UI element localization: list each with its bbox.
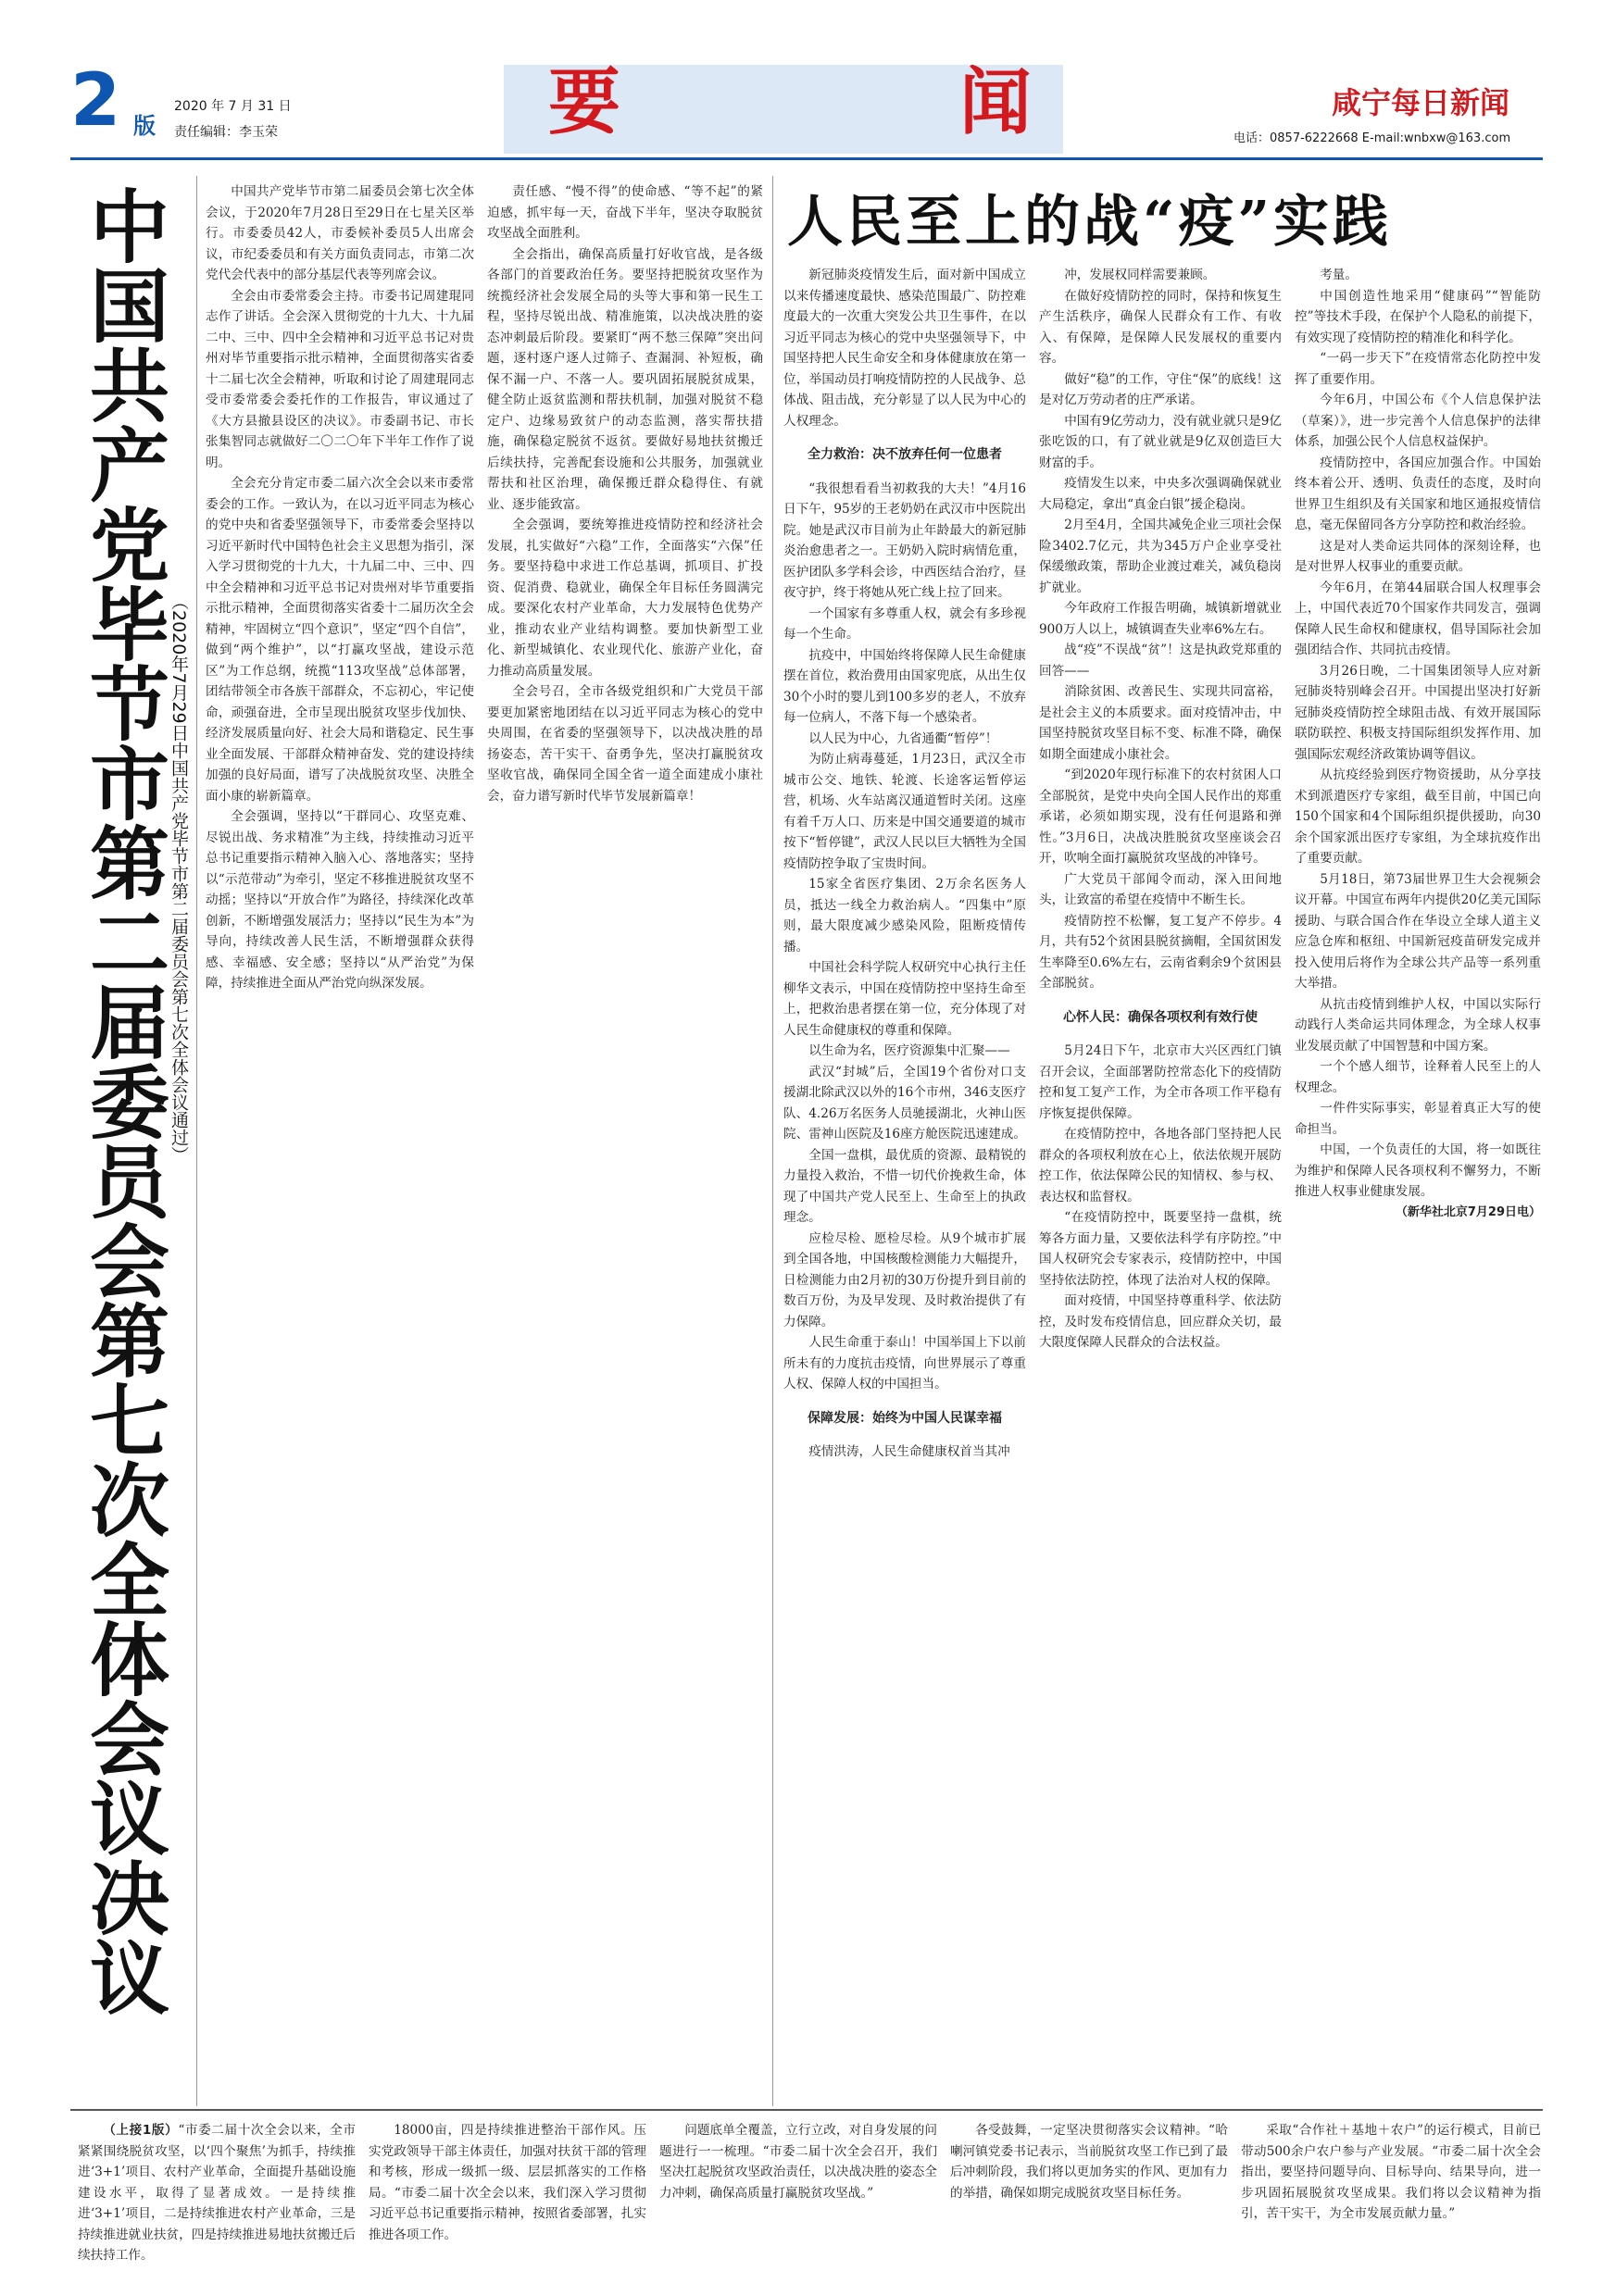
masthead-rule <box>70 157 1543 160</box>
paragraph <box>78 2120 356 2266</box>
paragraph: 问题底单全覆盖，立行立改，对自身发展的问题进行一一梳理。“市委二届十次全会召开，我们坚决扛起脱贫攻坚政治责任，以决战决胜的姿态全力冲刺，确保高质量打赢脱贫攻坚战。” <box>659 2123 937 2201</box>
paragraph: 应检尽检、愿检尽检。从9个城市扩展到全国各地，中国核酸检测能力大幅提升，日检测能力由2月初的30万份提升到目前的数百万份，为及早发现、及时救治提供了有力保障。 <box>783 1230 1026 1329</box>
paragraph: 疫情发生以来，中央多次强调确保就业大局稳定，拿出“真金白银”援企稳岗。 <box>1039 476 1282 512</box>
paragraph: 新冠肺炎疫情发生后，面对新中国成立以来传播速度最快、感染范围最广、防控难度最大的一次重大突发公共卫生事件，在以习近平同志为核心的党中央坚强领导下，中国坚持把人民生命安全和身体健康放在第一位，举国动员打响疫情防控的人民战争、总体战、阻击战，充分彰显了以人民为中心的人权理念。 <box>783 268 1026 429</box>
story1-column-1 <box>206 181 474 2098</box>
paragraph: 疫情防控不松懈，复工复产不停步。4月，共有52个贫困县脱贫摘帽，全国贫困发生率降至0.6%左右，云南省剩余9个贫困县全部脱贫。 <box>1039 913 1282 991</box>
paragraph: 消除贫困、改善民生、实现共同富裕，是社会主义的本质要求。面对疫情冲击，中国坚持脱贫攻坚目标不变、标准不降，确保如期全面建成小康社会。 <box>1039 684 1282 762</box>
column-divider <box>772 176 773 2106</box>
issue-date: 2020 年 7 月 31 日 <box>174 99 292 114</box>
column-divider <box>196 176 197 2106</box>
newspaper-name: 咸宁每日新闻 <box>1332 85 1510 120</box>
story2-column-1 <box>783 265 1026 2098</box>
story1-column-2 <box>487 181 763 2098</box>
paragraph: 疫情防控中，各国应加强合作。中国始终本着公开、透明、负责任的态度，及时向世界卫生组织及有关国家和地区通报疫情信息，毫无保留同各方分享防控和救治经验。 <box>1295 455 1541 532</box>
paragraph: 面对疫情，中国坚持尊重科学、依法防控，及时发布疫情信息，回应群众关切，最大限度保障人民群众的合法权益。 <box>1039 1293 1282 1350</box>
continuation-column-4 <box>950 2120 1228 2287</box>
paragraph: 抗疫中，中国始终将保障人民生命健康摆在首位，救治费用由国家兜底，从出生仅30个小时的婴儿到100多岁的老人，不放弃每一位病人，不落下每一个感染者。 <box>783 647 1026 725</box>
section-subhead: 心怀人民：确保各项权利有效行使 <box>1063 1009 1258 1025</box>
paragraph: 采取“合作社＋基地＋农户”的运行模式，目前已带动500余户农户参与产业发展。“市委二届十次全会指出，要坚持问题导向、目标导向、结果导向，进一步巩固拓展脱贫攻坚成果。我们将以会议精神为指引，苦干实干，为全市发展贡献力量。” <box>1241 2123 1541 2221</box>
paragraph: 全国一盘棋，最优质的资源、最精锐的力量投入救治，不惜一切代价挽救生命，体现了中国共产党人民至上、生命至上的执政理念。 <box>783 1147 1026 1225</box>
paragraph: 全会指出，确保高质量打好收官战，是各级各部门的首要政治任务。要坚持把脱贫攻坚作为统揽经济社会发展全局的头等大事和第一民生工程，坚持尽锐出战、精准施策，以决战决胜的姿态冲刺最后阶段。要紧盯“两不愁三保障”突出问题，逐村逐户逐人过筛子、查漏洞、补短板，确保不漏一户、不落一人。要巩固拓展脱贫成果，健全防止返贫监测和帮扶机制，加强对脱贫不稳定户、边缘易致贫户的动态监测，落实帮扶措施，确保稳定脱贫不返贫。要做好易地扶贫搬迁后续扶持，完善配套设施和公共服务，加强就业帮扶和社区治理，确保搬迁群众稳得住、有就业、逐步能致富。 <box>487 246 763 512</box>
paragraph: 战“疫”不误战“贫”！这是执政党郑重的回答—— <box>1039 643 1282 679</box>
paragraph: 武汉“封城”后，全国19个省份对口支援湖北除武汉以外的16个市州，346支医疗队、4.26万名医务人员驰援湖北，火神山医院、雷神山医院及16座方舱医院迅速建成。 <box>783 1064 1026 1142</box>
paragraph: 责任感、“慢不得”的使命感、“等不起”的紧迫感，抓牢每一天，奋战下半年，坚决夺取脱贫攻坚战全面胜利。 <box>487 184 763 241</box>
paragraph: 全会号召，全市各级党组织和广大党员干部要更加紧密地团结在以习近平同志为核心的党中央周围，在省委的坚强领导下，以决战决胜的昂扬姿态，苦干实干、奋勇争先，坚决打赢脱贫攻坚收官战，确保同全国全省一道全面建成小康社会，奋力谱写新时代毕节发展新篇章！ <box>487 684 763 804</box>
continuation-column-3 <box>659 2120 937 2287</box>
paragraph: 全会充分肯定市委二届六次全会以来市委常委会的工作。一致认为，在以习近平同志为核心的党中央和省委坚强领导下，市委常委会坚持以习近平新时代中国特色社会主义思想为指引，深入学习贯彻党的十九大，十九届二中、三中、四中全会精神和习近平总书记对贵州对毕节重要指示批示精神，全面贯彻落实省委十二届历次全会精神，牢固树立“四个意识”，坚定“四个自信”，做到“两个维护”，以“打赢攻坚战，建设示范区”为工作总纲，统揽“113攻坚战”总体部署，团结带领全市各族干部群众，不忘初心，牢记使命，顽强奋进，全市呈现出脱贫攻坚步伐加快、经济发展质量向好、社会大局和谐稳定、民生事业全面发展、干部群众精神奋发、党的建设持续加强的良好局面，谱写了决战脱贫攻坚、决胜全面小康的崭新篇章。 <box>206 476 474 804</box>
paragraph: 广大党员干部闻令而动，深入田间地头，让致富的希望在疫情中不断生长。 <box>1039 871 1282 907</box>
paragraph: 人民生命重于泰山！中国举国上下以前所未有的力度抗击疫情，向世界展示了尊重人权、保障人权的中国担当。 <box>783 1335 1026 1391</box>
story1-headline: 中国共产党毕节市第二届委员会第七次全体会议决议 <box>76 185 169 2016</box>
paragraph: 5月18日，第73届世界卫生大会视频会议开幕。中国宣布两年内提供20亿美元国际援助、与联合国合作在华设立全球人道主义应急仓库和枢纽、中国新冠疫苗研发完成并投入使用后将作为全球公共产品等一系列重大举措。 <box>1295 871 1541 991</box>
paragraph: 全会由市委常委会主持。市委书记周建琨同志作了讲话。全会深入贯彻党的十九大、十九届二中、三中、四中全会精神和习近平总书记对贵州对毕节重要指示批示精神，全面贯彻落实省委十二届七次全会精神，听取和讨论了周建琨同志受市委常委会委托作的工作报告，审议通过了《大方县撤县设区的决议》。市委副书记、市长张集智同志就做好二〇二〇年下半年工作作了说明。 <box>206 288 474 470</box>
continuation-label: （上接1版） <box>103 2123 179 2138</box>
story2-column-2 <box>1039 265 1282 2098</box>
paragraph: 这是对人类命运共同体的深刻诠释，也是对世界人权事业的重要贡献。 <box>1295 538 1541 574</box>
paragraph: 一个个感人细节，诠释着人民至上的人权理念。 <box>1295 1059 1541 1095</box>
editor-credit: 责任编辑：李玉荣 <box>174 125 278 140</box>
paragraph: “到2020年现行标准下的农村贫困人口全部脱贫，是党中央向全国人民作出的郑重承诺，必须如期实现，没有任何退路和弹性。”3月6日，决战决胜脱贫攻坚座谈会召开，吹响全面打赢脱贫攻坚战的冲锋号。 <box>1039 767 1282 866</box>
paragraph: 中国共产党毕节市第二届委员会第七次全体会议，于2020年7月28日至29日在七星关区举行。市委委员42人，市委候补委员5人出席会议，市纪委委员和有关方面负责同志，市第二次党代会代表中的部分基层代表等列席会议。 <box>206 184 474 282</box>
paragraph: 今年6月，中国公布《个人信息保护法（草案）》，进一步完善个人信息保护的法律体系，加强公民个人信息权益保护。 <box>1295 393 1541 449</box>
story2-headline: 人民至上的战“疫”实践 <box>787 190 1393 255</box>
paragraph: 考量。 <box>1320 268 1358 282</box>
story2-column-3 <box>1295 265 1541 2098</box>
bottom-section-rule <box>70 2109 1543 2111</box>
paragraph: 5月24日下午，北京市大兴区西红门镇召开会议，全面部署防控常态化下的疫情防控和复工复产工作，为全市各项工作平稳有序恢复提供保障。 <box>1039 1043 1282 1121</box>
page-number: 2 <box>70 59 121 143</box>
paragraph: 冲，发展权同样需要兼顾。 <box>1064 268 1216 282</box>
paragraph: 一件件实际事实，彰显着真正大写的使命担当。 <box>1295 1101 1541 1137</box>
story1-subheadline: （2020年7月29日中国共产党毕节市第二届委员会第七次全体会议通过） <box>169 593 189 1164</box>
continuation-column-2 <box>369 2120 646 2287</box>
continuation-column-5 <box>1241 2120 1541 2287</box>
paragraph: 做好“稳”的工作，守住“保”的底线！这是对亿万劳动者的庄严承诺。 <box>1039 371 1282 407</box>
section-subhead: 全力救治：决不放弃任何一位患者 <box>808 447 1002 462</box>
paragraph: 2月至4月，全国共减免企业三项社会保险3402.7亿元，共为345万户企业享受社保缓缴政策，帮助企业渡过难关，减负稳岗扩就业。 <box>1039 518 1282 595</box>
paragraph: “在疫情防控中，既要坚持一盘棋，统筹各方面力量，又要依法科学有序防控。”中国人权研究会专家表示，疫情防控中，中国坚持依法防控，体现了法治对人权的保障。 <box>1039 1210 1282 1288</box>
story2-signature: （新华社北京7月29日电） <box>1395 1204 1541 1219</box>
section-subhead: 保障发展：始终为中国人民谋幸福 <box>808 1410 1002 1426</box>
paragraph: 18000亩，四是持续推进整治干部作风。压实党政领导干部主体责任，加强对扶贫干部的管理和考核，形成一级抓一级、层层抓落实的工作格局。“市委二届十次全会以来，我们深入学习贯彻习近平总书记重要指示精神，按照省委部署，扎实推进各项工作。 <box>369 2123 646 2242</box>
continuation-column-1 <box>78 2120 356 2287</box>
paragraph: 全会强调，坚持以“干群同心、攻坚克难、尽锐出战、务求精准”为主线，持续推动习近平总书记重要指示精神入脑入心、落地落实；坚持以“示范带动”为牵引，坚定不移推进脱贫攻坚不动摇；坚持以“开放合作”为路径，持续深化改革创新，不断增强发展活力；坚持以“民生为本”为导向，持续改善人民生活，不断增强群众获得感、幸福感、安全感；坚持以“从严治党”为保障，持续推进全面从严治党向纵深发展。 <box>206 809 474 991</box>
paragraph: 以人民为中心，九省通衢“暂停”！ <box>808 730 998 746</box>
paragraph: “一码一步天下”在疫情常态化防控中发挥了重要作用。 <box>1295 351 1541 387</box>
paragraph: 一个国家有多尊重人权，就会有多珍视每一个生命。 <box>783 605 1026 642</box>
paragraph: 从抗击疫情到维护人权，中国以实际行动践行人类命运共同体理念，为全球人权事业发展贡献了中国智慧和中国方案。 <box>1295 996 1541 1054</box>
section-title-char-2: 闻 <box>959 61 1033 144</box>
paragraph: 中国社会科学院人权研究中心执行主任柳华文表示，中国在疫情防控中坚持生命至上，把救治患者摆在第一位，充分体现了对人民生命健康权的尊重和保障。 <box>783 960 1026 1038</box>
paragraph: 全会强调，要统筹推进疫情防控和经济社会发展，扎实做好“六稳”工作，全面落实“六保”任务。要坚持稳中求进工作总基调，抓项目、扩投资、促消费、稳就业，确保全年目标任务圆满完成。要深化农村产业革命，大力发展特色优势产业，推动农业产业结构调整。要加快新型工业化、新型城镇化、农业现代化、旅游产业化，奋力推动高质量发展。 <box>487 518 763 679</box>
section-title-char-1: 要 <box>548 61 621 144</box>
paragraph: 在疫情防控中，各地各部门坚持把人民群众的各项权利放在心上，依法依规开展防控工作，依法保障公民的知情权、参与权、表达权和监督权。 <box>1039 1127 1282 1204</box>
paragraph: 疫情洪涛，人民生命健康权首当其冲 <box>808 1444 1010 1459</box>
paragraph: 以生命为名，医疗资源集中汇聚—— <box>808 1043 1010 1058</box>
paragraph-text: “市委二届十次全会以来，全市紧紧围绕脱贫攻坚，以‘四个聚焦’为抓手，持续推进‘3+1’项目、农村产业革命，全面提升基础设施建设水平，取得了显著成效。一是持续推进‘3+1’项目，二是持续推进农村产业革命，三是持续推进就业扶贫，四是持续推进易地扶贫搬迁后续扶持工作。 <box>78 2123 356 2263</box>
page-unit: 版 <box>133 113 156 139</box>
paragraph: 各受鼓舞，一定坚决贯彻落实会议精神。“哈喇河镇党委书记表示，当前脱贫攻坚工作已到了最后冲刺阶段，我们将以更加务实的作风、更加有力的举措，确保如期完成脱贫攻坚目标任务。 <box>950 2123 1228 2201</box>
paragraph: 中国有9亿劳动力，没有就业就只是9亿张吃饭的口，有了就业就是9亿双创造巨大财富的手。 <box>1039 413 1282 470</box>
paragraph: “我很想看看当初救我的大夫！”4月16日下午，95岁的王老奶奶在武汉市中医院出院。她是武汉市目前为止年龄最大的新冠肺炎治愈患者之一。王奶奶入院时病情危重，医护团队多学科会诊，中西医结合治疗，昼夜守护，终于将她从死亡线上拉了回来。 <box>783 480 1026 600</box>
paragraph: 在做好疫情防控的同时，保持和恢复生产生活秩序，确保人民群众有工作、有收入、有保障，是保障人民发展权的重要内容。 <box>1039 288 1282 366</box>
paragraph: 15家全省医疗集团、2万余名医务人员，抵达一线全力救治病人。“四集中”原则，最大限度减少感染风险，阻断疫情传播。 <box>783 877 1026 955</box>
masthead <box>70 59 1543 157</box>
paragraph: 今年6月，在第44届联合国人权理事会上，中国代表近70个国家作共同发言，强调保障人民生命权和健康权，倡导国际社会加强团结合作、共同抗击疫情。 <box>1295 580 1541 657</box>
contact-info: 电话：0857-6222668 E-mail:wnbxw@163.com <box>1234 131 1511 145</box>
paragraph: 中国创造性地采用“健康码”“智能防控”等技术手段，在保护个人隐私的前提下，有效实现了疫情防控的精准化和科学化。 <box>1295 288 1541 345</box>
paragraph: 为防止病毒蔓延，1月23日，武汉全市城市公交、地铁、轮渡、长途客运暂停运营，机场、火车站离汉通道暂时关闭。这座有着千万人口、历来是中国交通要道的城市按下“暂停键”，武汉人民以巨大牺牲为全国疫情防控争取了宝贵时间。 <box>783 752 1026 871</box>
paragraph: 中国，一个负责任的大国，将一如既往为维护和保障人民各项权利不懈努力，不断推进人权事业健康发展。 <box>1295 1142 1541 1199</box>
paragraph: 今年政府工作报告明确，城镇新增就业900万人以上，城镇调查失业率6%左右。 <box>1039 601 1282 637</box>
paragraph: 3月26日晚，二十国集团领导人应对新冠肺炎特别峰会召开。中国提出坚决打好新冠肺炎疫情防控全球阻击战、有效开展国际联防联控、积极支持国际组织发挥作用、加强国际宏观经济政策协调等倡议。 <box>1295 663 1541 762</box>
paragraph: 从抗疫经验到医疗物资援助，从分享技术到派遣医疗专家组，截至目前，中国已向150个国家和4个国际组织提供援助，向30余个国家派出医疗专家组，为全球抗疫作出了重要贡献。 <box>1295 767 1541 866</box>
